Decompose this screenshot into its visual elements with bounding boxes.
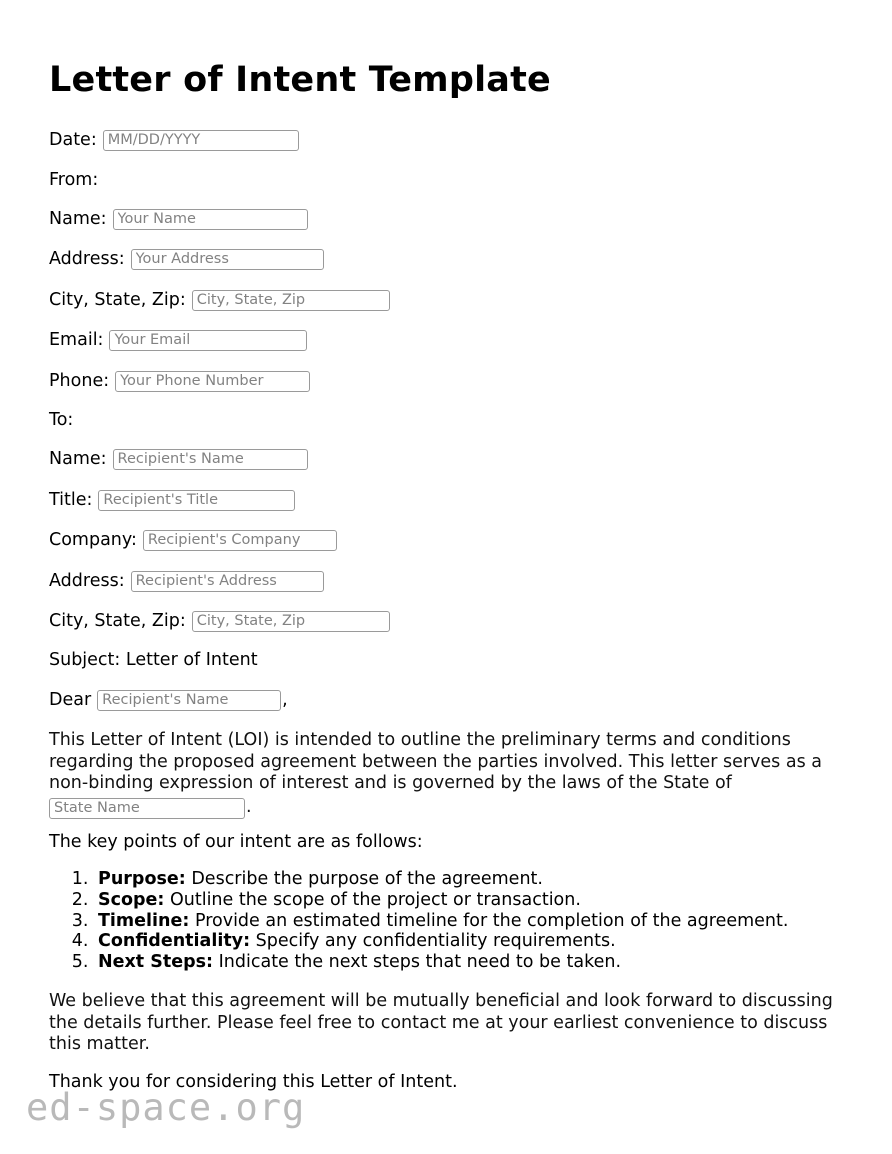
key-point-term: Next Steps: [98,952,214,973]
subject-line: Subject: Letter of Intent [49,650,258,670]
to-title-input[interactable] [98,490,295,511]
field-row-to-city-state-zip [49,610,390,632]
field-row-to-title [49,489,295,511]
to-name-label: Name: [49,449,107,469]
key-points-list [49,869,788,973]
date-label: Date: [49,130,97,150]
to-title-label: Title: [49,490,93,510]
field-row-to-name [49,448,308,470]
to-company-input[interactable] [143,530,337,551]
field-row-to-address [49,570,324,592]
list-item [94,869,788,890]
key-point-description: Indicate the next steps that need to be taken. [218,952,622,973]
to-name-input[interactable] [113,449,308,470]
state-name-input[interactable] [49,798,245,819]
salutation-name-input[interactable] [97,690,281,711]
from-heading: From: [49,170,99,190]
field-row-from-city-state-zip [49,289,390,311]
key-point-description: Outline the scope of the project or transaction. [169,889,581,910]
thank-you-line: Thank you for considering this Letter of Intent. [49,1072,458,1092]
from-city-state-zip-input[interactable] [192,290,390,311]
field-row-from-phone [49,370,310,392]
from-city-state-zip-label: City, State, Zip: [49,290,186,310]
from-phone-input[interactable] [115,371,310,392]
salutation-suffix: , [282,690,288,710]
key-point-term: Confidentiality: [98,931,251,952]
from-name-input[interactable] [113,209,308,230]
intro-paragraph-text: This Letter of Intent (LOI) is intended to outline the preliminary terms and conditions regarding the proposed agreement between the parties involved. This letter serves as a non-binding expression of interest and is governed by the laws of the State of [49,730,822,793]
to-city-state-zip-input[interactable] [192,611,390,632]
to-company-label: Company: [49,530,137,550]
field-row-date [49,129,299,151]
intro-paragraph-period: . [246,797,252,817]
key-point-description: Specify any confidentiality requirements. [255,931,616,952]
from-address-input[interactable] [131,249,324,270]
date-input[interactable] [103,130,299,151]
key-point-term: Purpose: [98,869,186,889]
key-point-description: Provide an estimated timeline for the completion of the agreement. [194,910,789,931]
closing-paragraph: We believe that this agreement will be mutually beneficial and look forward to discussing the details further. Please feel free to contact me at your earliest convenience to discuss this matter. [49,991,833,1054]
salutation-row [49,689,288,711]
list-item [94,911,788,932]
key-point-term: Scope: [98,889,165,910]
to-city-state-zip-label: City, State, Zip: [49,611,186,631]
field-row-from-email [49,329,307,351]
intro-paragraph [49,730,839,819]
field-row-to-company [49,529,337,551]
list-item [94,931,788,952]
to-address-input[interactable] [131,571,324,592]
list-item [94,890,788,911]
from-name-label: Name: [49,209,107,229]
watermark: ed-space.org [26,1086,306,1129]
key-point-description: Describe the purpose of the agreement. [191,869,543,889]
to-heading: To: [49,410,74,430]
from-email-label: Email: [49,330,104,350]
to-address-label: Address: [49,571,125,591]
list-item [94,952,788,973]
from-phone-label: Phone: [49,371,110,391]
page-title: Letter of Intent Template [49,60,551,100]
key-point-term: Timeline: [98,910,190,931]
from-address-label: Address: [49,249,125,269]
field-row-from-address [49,248,324,270]
salutation-prefix: Dear [49,690,92,710]
from-email-input[interactable] [109,330,307,351]
field-row-from-name [49,208,308,230]
key-points-lead: The key points of our intent are as follows: [49,832,423,852]
